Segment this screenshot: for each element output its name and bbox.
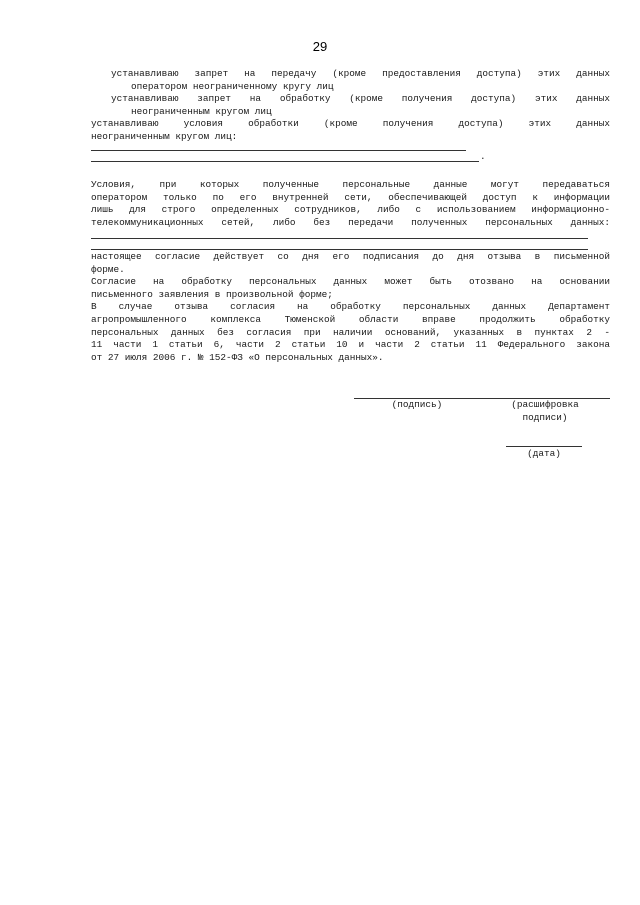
validity-line-3: Согласие на обработку персональных данных может быть отозвано на основании [91, 276, 610, 288]
date-line [506, 446, 582, 447]
validity-line-2: форме. [91, 263, 125, 275]
validity-line-1: настоящее согласие действует со дня его подписания до дня отзыва в письменной [91, 251, 610, 262]
validity-line-9: от 27 июля 2006 г. № 152-ФЗ «О персональных данных». [91, 351, 384, 363]
fill-in-line-2 [91, 161, 479, 162]
restriction-item-2-line-1: устанавливаю запрет на обработку (кроме получения доступа) этих данных [111, 93, 610, 105]
validity-line-5: В случае отзыва согласия на обработку персональных данных Департамент [91, 301, 610, 313]
page-number: 29 [312, 39, 328, 54]
conditions-line-1: Условия, при которых полученные персональные данные могут передаваться [91, 179, 610, 190]
signature-decode-caption-line-2: подписи) [522, 411, 568, 423]
restriction-item-3-line-2: неограниченным кругом лиц: [91, 130, 238, 142]
signature-decode-caption-line-1: (расшифровка [511, 399, 579, 410]
fill-in-line-1 [91, 150, 466, 151]
conditions-paragraph [91, 179, 610, 229]
fill-in-period: . [480, 151, 486, 162]
date-caption: (дата) [527, 448, 561, 459]
conditions-line-3: лишь для строго определенных сотрудников, либо с использованием информационно- [91, 204, 610, 216]
restriction-item-1-line-1: устанавливаю запрет на передачу (кроме предоставления доступа) этих данных [111, 68, 610, 79]
conditions-fill-line-1 [91, 238, 588, 239]
restriction-item-1-line-2: оператором неограниченному кругу лиц [131, 80, 334, 92]
restriction-item-2-line-2: неограниченным кругом лиц [131, 105, 272, 117]
validity-line-6: агропромышленного комплекса Тюменской области вправе продолжить обработку [91, 313, 610, 325]
signature-caption: (подпись) [391, 399, 443, 410]
signature-decode-caption [490, 399, 600, 424]
restriction-items [91, 68, 610, 144]
validity-paragraph [91, 251, 610, 364]
conditions-fill-line-2 [91, 249, 588, 250]
conditions-line-4: телекоммуникационных сетей, либо без передачи полученных персональных данных: [91, 216, 610, 228]
validity-line-7: персональных данных без согласия при наличии оснований, указанных в пунктах 2 - [91, 326, 610, 338]
validity-line-4: письменного заявления в произвольной форме; [91, 288, 333, 300]
conditions-line-2: оператором только по его внутренней сети, обеспечивающей доступ к информации [91, 191, 610, 203]
restriction-item-3-line-1: устанавливаю условия обработки (кроме получения доступа) этих данных [91, 118, 610, 130]
validity-line-8: 11 части 1 статьи 6, части 2 статьи 10 и части 2 статьи 11 Федерального закона [91, 339, 610, 351]
